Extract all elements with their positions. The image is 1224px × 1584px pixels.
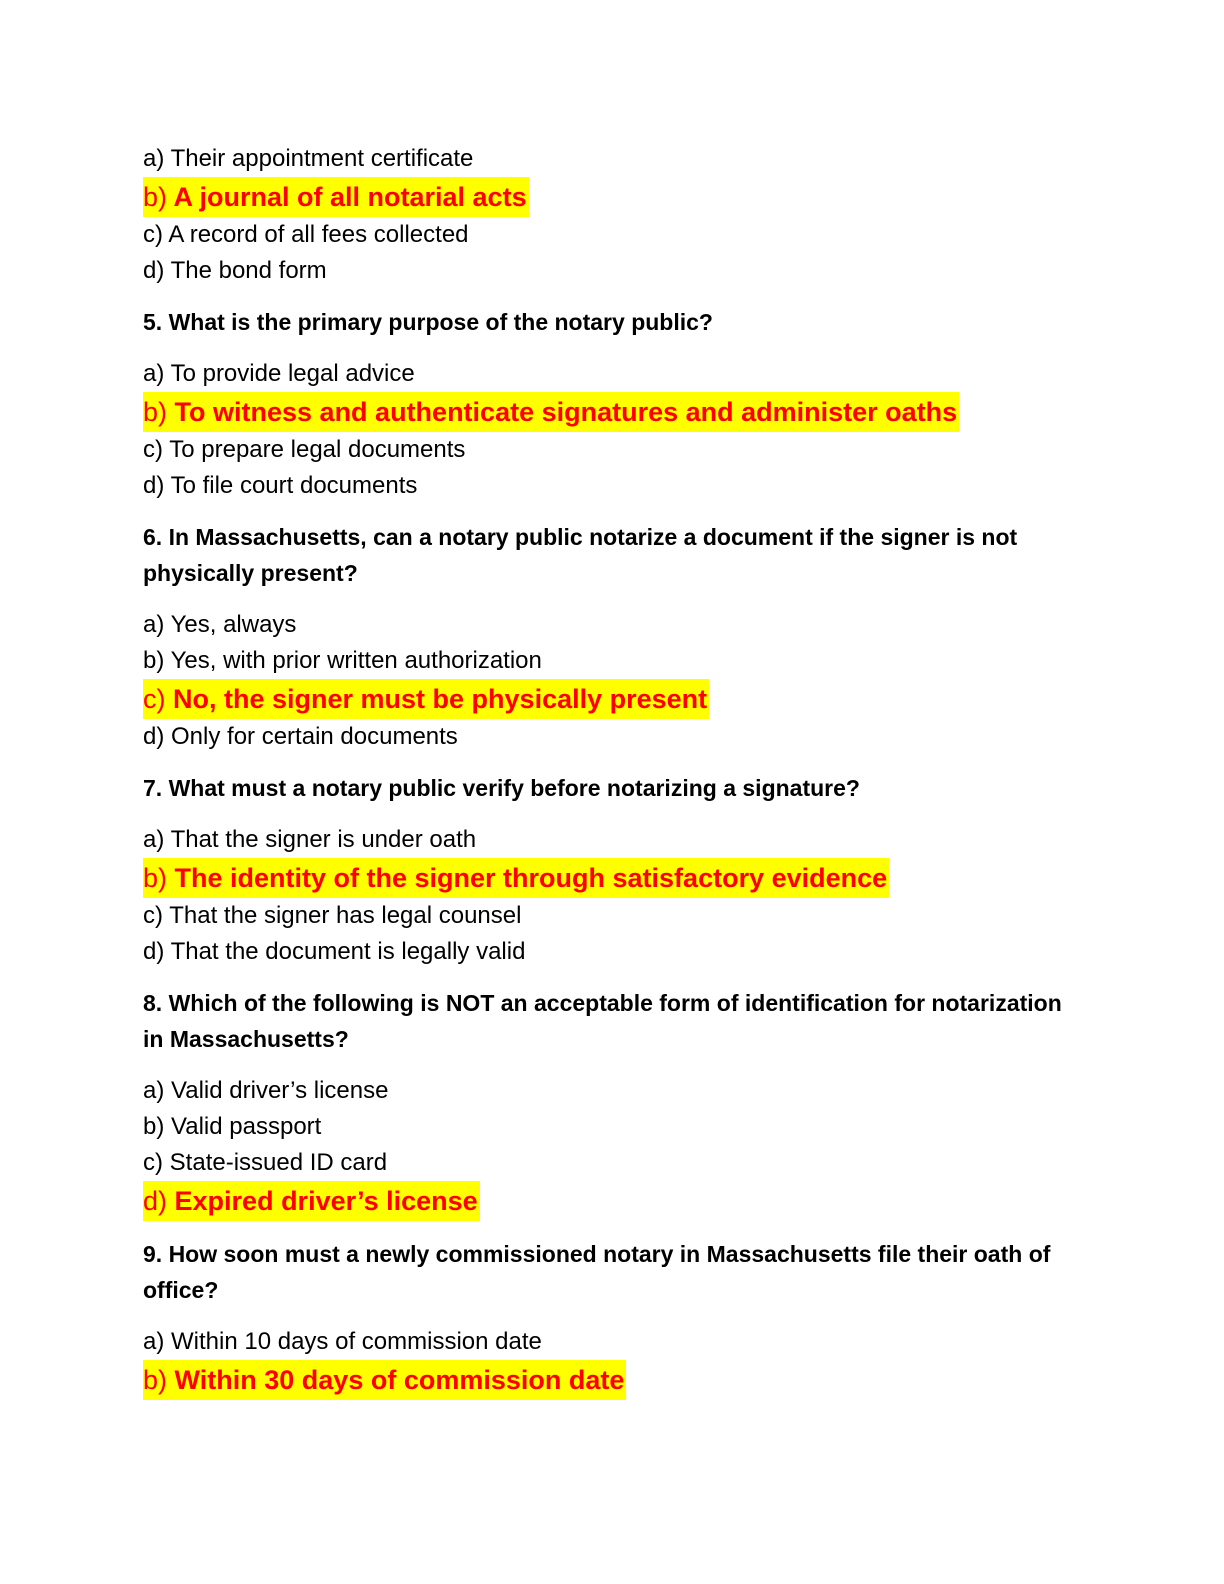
correct-answer-option [143, 177, 529, 217]
option-text: The bond form [170, 257, 327, 284]
option-letter: d) [143, 1186, 168, 1216]
answer-option [143, 1145, 1083, 1181]
option-text: Yes, always [170, 611, 297, 638]
question-list [143, 141, 1083, 1400]
option-text: Yes, with prior written authorization [170, 647, 542, 674]
question-text: 9. How soon must a newly commissioned notary in Massachusetts file their oath of office? [143, 1241, 1051, 1303]
answer-option [143, 822, 1083, 858]
answer-option [143, 1324, 1083, 1360]
question-block [143, 304, 1083, 504]
option-letter: a) [143, 1077, 165, 1104]
option-text: No, the signer must be physically present [173, 684, 708, 714]
answer-option [143, 934, 1083, 970]
question-text: 7. What must a notary public verify before notarizing a signature? [143, 775, 860, 801]
question-block [143, 141, 1083, 289]
answer-option [143, 468, 1083, 504]
option-letter: c) [143, 902, 163, 929]
answer-option [143, 643, 1083, 679]
option-letter: d) [143, 723, 165, 750]
option-text: Within 10 days of commission date [171, 1328, 542, 1355]
option-letter: c) [143, 436, 163, 463]
question-block [143, 770, 1083, 970]
option-letter: d) [143, 257, 165, 284]
option-letter: a) [143, 145, 165, 172]
question-text: 6. In Massachusetts, can a notary public notarize a document if the signer is not physically present? [143, 524, 1018, 586]
answer-option [143, 607, 1083, 643]
option-letter: d) [143, 938, 165, 965]
option-letter: b) [143, 863, 168, 893]
correct-answer-option [143, 392, 959, 432]
question-text: 5. What is the primary purpose of the notary public? [143, 309, 713, 335]
answer-option [143, 141, 1083, 177]
correct-answer-row [143, 177, 1083, 217]
option-letter: c) [143, 221, 163, 248]
quiz-page [143, 141, 1083, 1400]
option-text: Expired driver’s license [174, 1186, 478, 1216]
option-letter: b) [143, 1365, 168, 1395]
correct-answer-option [143, 1181, 480, 1221]
option-text: A record of all fees collected [168, 221, 469, 248]
question-block [143, 1236, 1083, 1400]
answer-option [143, 217, 1083, 253]
option-text: State-issued ID card [169, 1149, 388, 1176]
question-block [143, 985, 1083, 1221]
option-letter: c) [143, 684, 166, 714]
option-letter: a) [143, 360, 165, 387]
answer-option [143, 356, 1083, 392]
option-text: A journal of all notarial acts [173, 182, 527, 212]
option-letter: d) [143, 472, 165, 499]
option-letter: a) [143, 1328, 165, 1355]
option-letter: a) [143, 826, 165, 853]
option-text: To prepare legal documents [169, 436, 466, 463]
option-text: Valid driver’s license [171, 1077, 389, 1104]
correct-answer-row [143, 392, 1083, 432]
option-text: That the document is legally valid [170, 938, 526, 965]
option-text: The identity of the signer through satisfactory evidence [174, 863, 888, 893]
answer-option [143, 1073, 1083, 1109]
answer-option [143, 898, 1083, 934]
correct-answer-row [143, 858, 1083, 898]
option-letter: c) [143, 1149, 163, 1176]
option-letter: b) [143, 1113, 165, 1140]
option-text: To provide legal advice [170, 360, 415, 387]
option-text: That the signer has legal counsel [169, 902, 522, 929]
correct-answer-option [143, 1360, 626, 1400]
correct-answer-row [143, 1360, 1083, 1400]
option-text: Only for certain documents [171, 723, 458, 750]
question-text: 8. Which of the following is NOT an acceptable form of identification for notarization in Massachusetts? [143, 990, 1062, 1052]
answer-option [143, 432, 1083, 468]
answer-option [143, 719, 1083, 755]
answer-option [143, 1109, 1083, 1145]
correct-answer-option [143, 858, 889, 898]
option-text: Valid passport [171, 1113, 322, 1140]
answer-option [143, 253, 1083, 289]
option-letter: a) [143, 611, 165, 638]
option-text: That the signer is under oath [170, 826, 477, 853]
question-block [143, 519, 1083, 755]
correct-answer-row [143, 679, 1083, 719]
correct-answer-row [143, 1181, 1083, 1221]
option-letter: b) [143, 647, 165, 674]
correct-answer-option [143, 679, 709, 719]
option-letter: b) [143, 397, 168, 427]
option-text: Their appointment certificate [170, 145, 474, 172]
option-letter: b) [143, 182, 168, 212]
option-text: To file court documents [170, 472, 418, 499]
option-text: To witness and authenticate signatures and administer oaths [174, 397, 958, 427]
option-text: Within 30 days of commission date [174, 1365, 625, 1395]
